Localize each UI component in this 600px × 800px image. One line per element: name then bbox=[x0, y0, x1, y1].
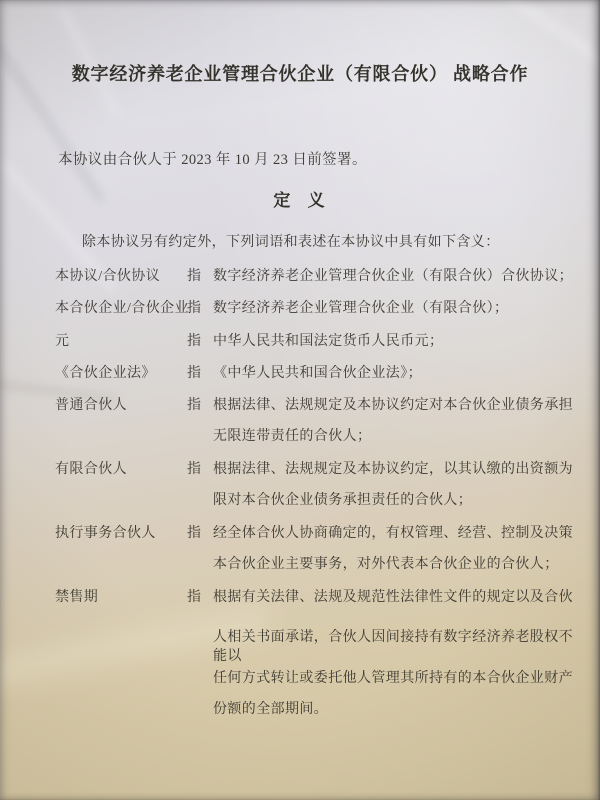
definition-text: 根据法律、法规规定及本协议约定，以其认缴的出资额为 bbox=[213, 462, 573, 477]
definition-text: 限对本合伙企业债务承担责任的合伙人； bbox=[213, 493, 473, 508]
definition-text: 中华人民共和国法定货币人民币元； bbox=[213, 334, 444, 349]
definition-text: 能以 bbox=[213, 649, 242, 664]
zhi-label: 指 bbox=[187, 269, 202, 284]
section-heading-definitions: 定 义 bbox=[273, 191, 327, 210]
definition-text: 本合伙企业主要事务，对外代表本合伙企业的合伙人； bbox=[213, 557, 559, 572]
doc-title: 数字经济养老企业管理合伙企业（有限合伙） 战略合作 bbox=[71, 64, 529, 84]
zhi-label: 指 bbox=[187, 301, 202, 316]
definition-text: 根据有关法律、法规及规范性法律性文件的规定以及合伙 bbox=[213, 590, 573, 605]
zhi-label: 指 bbox=[187, 590, 202, 605]
signing-date-line: 本协议由合伙人于 2023 年 10 月 23 日前签署。 bbox=[58, 152, 367, 168]
definition-text: 《中华人民共和国合伙企业法》； bbox=[213, 366, 422, 381]
definition-term: 本协议/合伙协议 bbox=[55, 269, 161, 284]
definition-term: 本合伙企业/合伙企业 bbox=[55, 301, 189, 316]
definition-text: 经全体合伙人协商确定的，有权管理、经营、控制及决策 bbox=[213, 526, 573, 541]
zhi-label: 指 bbox=[187, 526, 202, 541]
definition-text: 根据法律、法规规定及本协议约定对本合伙企业债务承担 bbox=[213, 398, 573, 413]
definition-text: 无限连带责任的合伙人； bbox=[213, 429, 372, 444]
definition-term: 元 bbox=[55, 334, 70, 349]
definition-term: 执行事务合伙人 bbox=[55, 526, 156, 541]
zhi-label: 指 bbox=[187, 398, 202, 413]
definition-term: 禁售期 bbox=[55, 590, 99, 605]
definition-text: 数字经济养老企业管理合伙企业（有限合伙）合伙协议； bbox=[213, 269, 573, 284]
definition-term: 有限合伙人 bbox=[55, 462, 127, 477]
zhi-label: 指 bbox=[187, 334, 202, 349]
zhi-label: 指 bbox=[187, 366, 202, 381]
definition-text: 份额的全部期间。 bbox=[213, 702, 329, 717]
definition-term: 《合伙企业法》 bbox=[55, 366, 156, 381]
definition-text: 数字经济养老企业管理合伙企业（有限合伙）； bbox=[213, 301, 509, 316]
definition-term: 普通合伙人 bbox=[55, 398, 127, 413]
definition-text: 人相关书面承诺，合伙人因间接持有数字经济养老股权不 bbox=[213, 630, 573, 645]
zhi-label: 指 bbox=[187, 462, 202, 477]
definitions-intro-line: 除本协议另有约定外，下列词语和表述在本协议中具有如下含义： bbox=[82, 235, 500, 250]
definition-text: 任何方式转让或委托他人管理其所持有的本合伙企业财产 bbox=[213, 671, 573, 686]
